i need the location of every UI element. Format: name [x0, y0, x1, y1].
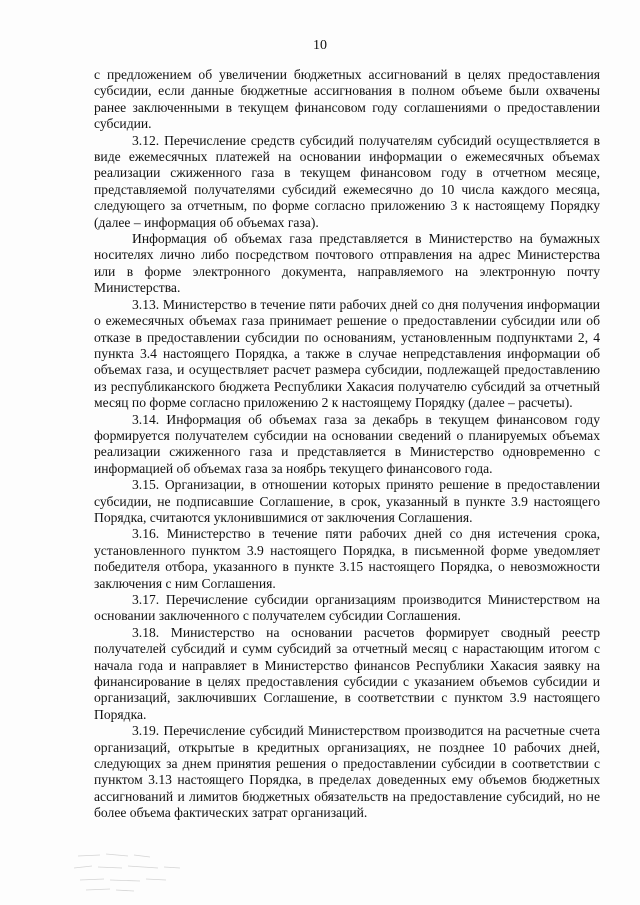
paragraph-3-15: 3.15. Организации, в отношении которых принято решение в предоставлении субсидии, не подписавшие Соглашение, в срок, указанный в пункте 3.9 настоящего Порядка, считаются уклонившимися от заключения Соглашения. — [94, 477, 600, 525]
paragraph-3-17: 3.17. Перечисление субсидии организациям производится Министерством на основании заключенного с получателем субсидии Соглашения. — [94, 592, 600, 624]
faded-stamp-mark — [70, 846, 190, 894]
paragraph-gas-info-submission: Информация об объемах газа представляется в Министерство на бумажных носителях лично либо посредством почтового отправления на адрес Министерства или в форме электронного документа, направляемого на электронную почту Министерства. — [94, 231, 600, 296]
paragraph-3-13: 3.13. Министерство в течение пяти рабочих дней со дня получения информации о ежемесячных объемах газа принимает решение о предоставлении субсидии или об отказе в предоставлении субсидии по основаниям, установленным подпунктами 2, 4 пункта 3.4 настоящего Порядка, а также в случае непредставления информации об объемах газа, и осуществляет расчет размера субсидии, подлежащей предоставлению из республиканского бюджета Республики Хакасия получателю субсидий за отчетный месяц по форме согласно приложению 2 к настоящему Порядку (далее – расчеты). — [94, 296, 600, 411]
paragraph-3-12: 3.12. Перечисление средств субсидий получателям субсидий осуществляется в виде ежемесячных платежей на основании информации о ежемесячных объемах реализации сжиженного газа в текущем финансовом году в отчетном месяце, представляемой получателями субсидий ежемесячно до 10 числа каждого месяца, следующего за отчетным, по форме согласно приложению 3 к настоящему Порядку (далее – информация об объемах газа). — [94, 132, 600, 230]
paragraph-3-19: 3.19. Перечисление субсидий Министерством производится на расчетные счета организаций, открытые в кредитных организациях, не позднее 10 рабочих дней, следующих за днем принятия решения о предоставлении субсидии в соответствии с пунктом 3.13 настоящего Порядка, в пределах доведенных ему объемов бюджетных ассигнований и лимитов бюджетных обязательств на предоставление субсидий, но не более объема фактических затрат организаций. — [94, 723, 600, 821]
paragraph-3-16: 3.16. Министерство в течение пяти рабочих дней со дня истечения срока, установленного пунктом 3.9 настоящего Порядка, в письменной форме уведомляет победителя отбора, указанного в пункте 3.15 настоящего Порядка, о невозможности заключения с ним Соглашения. — [94, 526, 600, 591]
paragraph-3-18: 3.18. Министерство на основании расчетов формирует сводный реестр получателей субсидий и сумм субсидий за отчетный месяц с нарастающим итогом с начала года и направляет в Министерство финансов Республики Хакасия заявку на финансирование в целях предоставления субсидии с указанием объемов субсидии и организаций, заключивших Соглашение, в соответствии с пунктом 3.9 настоящего Порядка. — [94, 624, 600, 722]
document-body — [94, 67, 600, 822]
page-number: 10 — [313, 38, 327, 53]
paragraph-3-14: 3.14. Информация об объемах газа за декабрь в текущем финансовом году формируется получателем субсидии на основании сведений о планируемых объемах реализации сжиженного газа и представляется в Министерство одновременно с информацией об объемах газа за ноябрь текущего финансового года. — [94, 411, 600, 476]
paragraph-continuation: с предложением об увеличении бюджетных ассигнований в целях предоставления субсидии, если данные бюджетные ассигнования в полном объеме были охвачены ранее заключенными в текущем финансовом году соглашениями о предоставлении субсидии. — [94, 67, 600, 132]
